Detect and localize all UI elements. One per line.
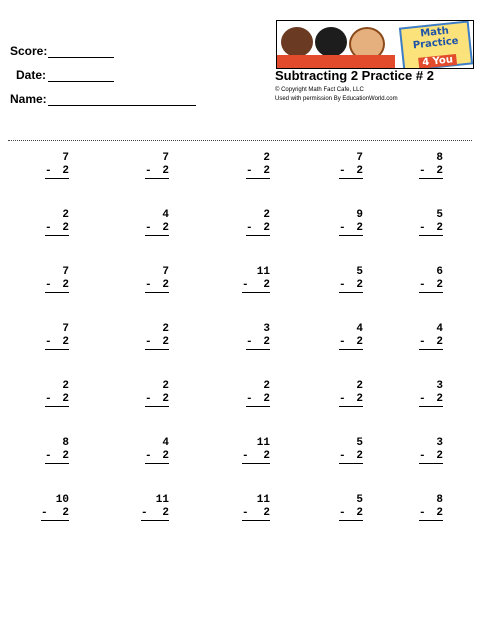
subtrahend-row <box>339 393 363 407</box>
kid-1-illustration <box>281 27 313 57</box>
worksheet-title: Subtracting 2 Practice # 2 <box>275 68 434 83</box>
subtraction-problem <box>145 266 169 293</box>
subtrahend: 2 <box>436 279 443 291</box>
subtrahend: 2 <box>356 336 363 348</box>
subtrahend-row <box>141 507 169 521</box>
subtrahend: 2 <box>62 165 69 177</box>
subtraction-problem <box>339 437 363 464</box>
subtrahend-row <box>419 222 443 236</box>
subtraction-problem <box>419 152 443 179</box>
subtraction-problem <box>246 209 270 236</box>
subtrahend-row <box>419 165 443 179</box>
subtrahend-row <box>339 279 363 293</box>
subtrahend-row <box>419 450 443 464</box>
subtraction-problem <box>246 152 270 179</box>
subtraction-problem <box>45 152 69 179</box>
subtrahend: 2 <box>263 507 270 519</box>
subtrahend: 2 <box>356 222 363 234</box>
subtraction-problem <box>242 266 270 293</box>
minuend: 2 <box>62 209 69 221</box>
divider-line <box>8 140 472 141</box>
subtrahend-row <box>145 336 169 350</box>
date-line <box>48 81 114 82</box>
subtrahend: 2 <box>62 279 69 291</box>
subtrahend-row <box>145 450 169 464</box>
score-label: Score: <box>10 44 48 58</box>
minuend: 2 <box>356 380 363 392</box>
minuend: 2 <box>263 209 270 221</box>
subtrahend: 2 <box>62 450 69 462</box>
subtraction-problem <box>339 266 363 293</box>
subtrahend: 2 <box>436 336 443 348</box>
subtraction-problem <box>246 323 270 350</box>
subtraction-problem <box>242 437 270 464</box>
subtraction-problem <box>45 209 69 236</box>
subtraction-problem <box>145 437 169 464</box>
subtrahend-row <box>339 222 363 236</box>
minus-sign: - <box>45 336 52 348</box>
subtraction-problem <box>145 380 169 407</box>
subtrahend-row <box>145 393 169 407</box>
minus-sign: - <box>339 222 346 234</box>
subtrahend: 2 <box>263 165 270 177</box>
minuend: 2 <box>263 152 270 164</box>
subtrahend-row <box>246 165 270 179</box>
subtraction-problem <box>45 266 69 293</box>
subtrahend: 2 <box>162 222 169 234</box>
date-label: Date: <box>16 68 47 82</box>
subtraction-problem <box>419 437 443 464</box>
subtraction-problem <box>339 209 363 236</box>
minuend: 3 <box>436 380 443 392</box>
permission-text: Used with permission By EducationWorld.com <box>275 96 398 102</box>
subtraction-problem <box>339 494 363 521</box>
minus-sign: - <box>242 279 249 291</box>
subtrahend: 2 <box>162 279 169 291</box>
subtraction-problem <box>339 152 363 179</box>
subtraction-problem <box>45 323 69 350</box>
subtraction-problem <box>339 323 363 350</box>
subtrahend: 2 <box>62 393 69 405</box>
minus-sign: - <box>339 165 346 177</box>
minus-sign: - <box>45 393 52 405</box>
banner-line2: Practice <box>412 35 460 52</box>
minus-sign: - <box>45 165 52 177</box>
minus-sign: - <box>246 222 253 234</box>
minus-sign: - <box>339 507 346 519</box>
subtraction-problem <box>419 323 443 350</box>
subtraction-problem <box>145 209 169 236</box>
minuend: 3 <box>436 437 443 449</box>
minus-sign: - <box>246 393 253 405</box>
subtrahend-row <box>339 507 363 521</box>
subtrahend-row <box>419 507 443 521</box>
minuend: 8 <box>436 494 443 506</box>
minuend: 10 <box>55 494 69 506</box>
minus-sign: - <box>145 450 152 462</box>
minus-sign: - <box>419 450 426 462</box>
kid-2-illustration <box>315 27 347 57</box>
minus-sign: - <box>145 279 152 291</box>
minus-sign: - <box>41 507 48 519</box>
minuend: 4 <box>162 437 169 449</box>
kids-shirts <box>277 55 395 68</box>
minuend: 7 <box>62 266 69 278</box>
subtraction-problem <box>419 209 443 236</box>
minuend: 2 <box>62 380 69 392</box>
subtrahend-row <box>41 507 69 521</box>
minuend: 5 <box>356 437 363 449</box>
minuend: 5 <box>356 266 363 278</box>
minuend: 11 <box>256 266 270 278</box>
subtrahend-row <box>242 507 270 521</box>
minus-sign: - <box>419 393 426 405</box>
minus-sign: - <box>141 507 148 519</box>
subtrahend: 2 <box>162 507 169 519</box>
math-practice-banner <box>276 20 474 69</box>
subtrahend-row <box>145 222 169 236</box>
subtrahend: 2 <box>62 336 69 348</box>
subtrahend: 2 <box>436 450 443 462</box>
subtrahend: 2 <box>356 165 363 177</box>
subtrahend: 2 <box>263 336 270 348</box>
minuend: 7 <box>62 323 69 335</box>
banner-line3: 4 You <box>418 54 458 69</box>
minus-sign: - <box>419 336 426 348</box>
minuend: 7 <box>356 152 363 164</box>
subtraction-problem <box>41 494 69 521</box>
subtrahend-row <box>246 336 270 350</box>
minus-sign: - <box>45 450 52 462</box>
minus-sign: - <box>145 393 152 405</box>
subtrahend-row <box>145 279 169 293</box>
minus-sign: - <box>419 507 426 519</box>
minus-sign: - <box>419 279 426 291</box>
minuend: 2 <box>162 323 169 335</box>
subtrahend: 2 <box>436 507 443 519</box>
subtraction-problem <box>246 380 270 407</box>
minuend: 8 <box>62 437 69 449</box>
minuend: 2 <box>162 380 169 392</box>
minuend: 11 <box>155 494 169 506</box>
subtraction-problem <box>419 266 443 293</box>
subtrahend: 2 <box>162 393 169 405</box>
minus-sign: - <box>145 165 152 177</box>
minuend: 5 <box>356 494 363 506</box>
subtrahend: 2 <box>263 279 270 291</box>
minuend: 5 <box>436 209 443 221</box>
minuend: 3 <box>263 323 270 335</box>
subtrahend: 2 <box>436 222 443 234</box>
minuend: 7 <box>162 266 169 278</box>
subtrahend: 2 <box>62 507 69 519</box>
minus-sign: - <box>45 279 52 291</box>
subtraction-problem <box>141 494 169 521</box>
minus-sign: - <box>419 165 426 177</box>
subtraction-problem <box>419 380 443 407</box>
minus-sign: - <box>339 450 346 462</box>
name-label: Name: <box>10 92 47 106</box>
subtrahend: 2 <box>356 450 363 462</box>
minuend: 11 <box>256 494 270 506</box>
subtrahend-row <box>246 393 270 407</box>
subtrahend: 2 <box>62 222 69 234</box>
minus-sign: - <box>45 222 52 234</box>
subtrahend-row <box>45 450 69 464</box>
minus-sign: - <box>339 393 346 405</box>
subtrahend-row <box>339 450 363 464</box>
subtrahend-row <box>419 279 443 293</box>
score-line <box>48 57 114 58</box>
subtrahend-row <box>45 222 69 236</box>
subtrahend: 2 <box>263 450 270 462</box>
minuend: 6 <box>436 266 443 278</box>
subtrahend-row <box>45 165 69 179</box>
minuend: 8 <box>436 152 443 164</box>
minus-sign: - <box>419 222 426 234</box>
subtrahend: 2 <box>263 393 270 405</box>
subtraction-problem <box>339 380 363 407</box>
minuend: 4 <box>162 209 169 221</box>
minus-sign: - <box>145 336 152 348</box>
subtrahend-row <box>246 222 270 236</box>
subtrahend: 2 <box>436 165 443 177</box>
subtrahend-row <box>339 165 363 179</box>
minus-sign: - <box>246 336 253 348</box>
subtrahend-row <box>45 279 69 293</box>
minuend: 7 <box>62 152 69 164</box>
minuend: 4 <box>436 323 443 335</box>
math-sign <box>399 20 473 69</box>
subtraction-problem <box>419 494 443 521</box>
minuend: 7 <box>162 152 169 164</box>
minuend: 11 <box>256 437 270 449</box>
subtraction-problem <box>145 152 169 179</box>
subtrahend-row <box>419 393 443 407</box>
banner-line1: Math <box>419 25 450 40</box>
minus-sign: - <box>246 165 253 177</box>
name-field <box>10 92 47 106</box>
subtraction-problem <box>45 380 69 407</box>
name-line <box>48 105 196 106</box>
minus-sign: - <box>145 222 152 234</box>
subtraction-problem <box>145 323 169 350</box>
subtrahend: 2 <box>356 507 363 519</box>
subtrahend: 2 <box>263 222 270 234</box>
minuend: 9 <box>356 209 363 221</box>
subtrahend: 2 <box>356 279 363 291</box>
copyright-text: © Copyright Math Fact Cafe, LLC <box>275 87 364 93</box>
subtrahend-row <box>339 336 363 350</box>
minus-sign: - <box>339 279 346 291</box>
subtrahend-row <box>419 336 443 350</box>
subtrahend: 2 <box>162 336 169 348</box>
subtrahend-row <box>242 279 270 293</box>
subtrahend-row <box>242 450 270 464</box>
subtrahend-row <box>45 336 69 350</box>
minus-sign: - <box>242 450 249 462</box>
minuend: 4 <box>356 323 363 335</box>
subtrahend-row <box>45 393 69 407</box>
minuend: 2 <box>263 380 270 392</box>
subtrahend: 2 <box>356 393 363 405</box>
subtrahend: 2 <box>162 165 169 177</box>
subtrahend: 2 <box>436 393 443 405</box>
score-field <box>10 44 47 58</box>
subtraction-problem <box>242 494 270 521</box>
date-field <box>16 68 46 82</box>
subtrahend: 2 <box>162 450 169 462</box>
minus-sign: - <box>339 336 346 348</box>
minus-sign: - <box>242 507 249 519</box>
subtraction-problem <box>45 437 69 464</box>
subtrahend-row <box>145 165 169 179</box>
